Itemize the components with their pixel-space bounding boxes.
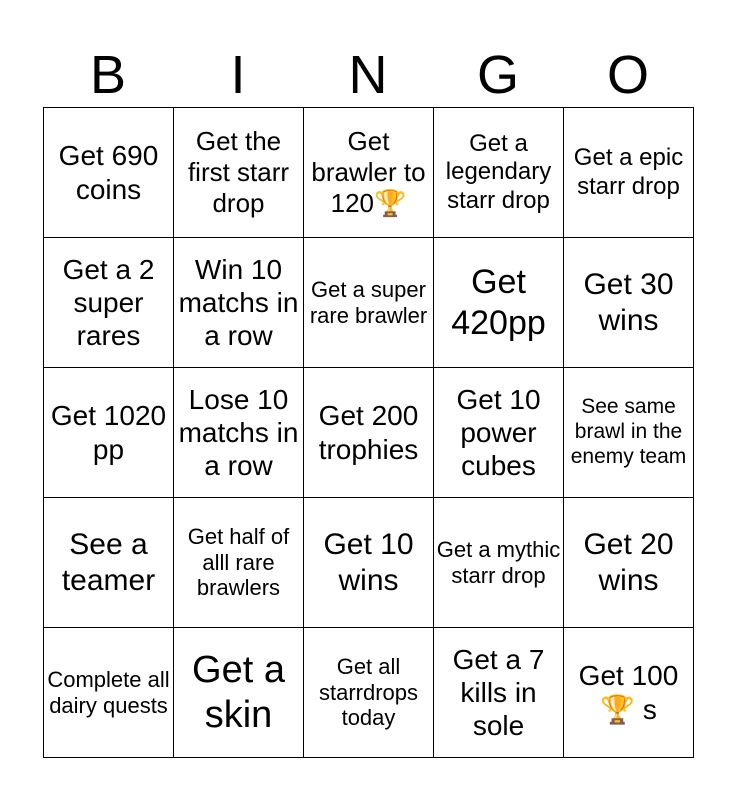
bingo-cell[interactable] xyxy=(304,238,434,368)
bingo-cell[interactable] xyxy=(434,108,564,238)
cell-text: Get a super rare brawler xyxy=(309,276,428,328)
cell-text: See a teamer xyxy=(61,528,156,597)
bingo-cell[interactable] xyxy=(174,498,304,628)
cell-text: Get a 7 kills in sole xyxy=(452,643,545,742)
cell-text: Get a skin xyxy=(192,648,285,736)
cell-text: Get all starrdrops today xyxy=(318,653,419,731)
header-letter-i: I xyxy=(230,45,246,105)
bingo-cell[interactable] xyxy=(434,628,564,758)
board-row xyxy=(44,108,694,238)
cell-text: Get 100 🏆 s xyxy=(578,660,679,725)
cell-text: Get brawler to 120🏆 xyxy=(311,126,426,218)
bingo-cell[interactable] xyxy=(174,628,304,758)
header-letter-g: G xyxy=(476,45,519,105)
cell-text: Get a legendary starr drop xyxy=(445,130,552,214)
bingo-cell[interactable] xyxy=(44,498,174,628)
header-letter-b: B xyxy=(89,45,127,105)
bingo-cell[interactable] xyxy=(44,108,174,238)
bingo-cell[interactable] xyxy=(564,108,694,238)
cell-text: Get 30 wins xyxy=(583,268,674,337)
header-letter-n: N xyxy=(348,45,388,105)
cell-text: Get a epic starr drop xyxy=(573,144,684,200)
bingo-cell[interactable] xyxy=(174,368,304,498)
cell-text: Get 10 power cubes xyxy=(456,383,541,482)
bingo-cell[interactable] xyxy=(304,498,434,628)
cell-text: Get 20 wins xyxy=(583,528,674,597)
bingo-cell[interactable] xyxy=(174,238,304,368)
cell-text: Get 10 wins xyxy=(323,528,414,597)
bingo-cell[interactable] xyxy=(564,628,694,758)
cell-text: Get the first starr drop xyxy=(187,126,290,218)
bingo-header xyxy=(43,44,693,106)
board-row xyxy=(44,368,694,498)
board-row xyxy=(44,238,694,368)
cell-text: Get 1020 pp xyxy=(50,400,167,465)
cell-text: Get 420pp xyxy=(451,263,546,342)
bingo-cell[interactable] xyxy=(434,238,564,368)
header-letter-o: O xyxy=(606,45,649,105)
cell-text: Complete all dairy quests xyxy=(47,666,170,718)
bingo-cell[interactable] xyxy=(44,368,174,498)
board-row xyxy=(44,498,694,628)
cell-text: Win 10 matchs in a row xyxy=(178,253,299,352)
board-row xyxy=(44,628,694,758)
bingo-cell[interactable] xyxy=(44,628,174,758)
cell-text: Get half of alll rare brawlers xyxy=(187,523,290,601)
bingo-cell[interactable] xyxy=(564,238,694,368)
bingo-cell[interactable] xyxy=(44,238,174,368)
bingo-cell[interactable] xyxy=(434,368,564,498)
bingo-cell[interactable] xyxy=(564,368,694,498)
cell-text: See same brawl in the enemy team xyxy=(570,395,687,468)
bingo-board xyxy=(43,107,694,758)
cell-text: Get a 2 super rares xyxy=(62,253,155,352)
bingo-cell[interactable] xyxy=(434,498,564,628)
cell-text: Lose 10 matchs in a row xyxy=(178,383,299,482)
bingo-cell[interactable] xyxy=(304,368,434,498)
bingo-cell[interactable] xyxy=(564,498,694,628)
cell-text: Get 200 trophies xyxy=(318,400,419,465)
cell-text: Get a mythic starr drop xyxy=(436,536,561,588)
bingo-cell[interactable] xyxy=(304,108,434,238)
cell-text: Get 690 coins xyxy=(58,140,159,205)
bingo-cell[interactable] xyxy=(304,628,434,758)
bingo-cell[interactable] xyxy=(174,108,304,238)
